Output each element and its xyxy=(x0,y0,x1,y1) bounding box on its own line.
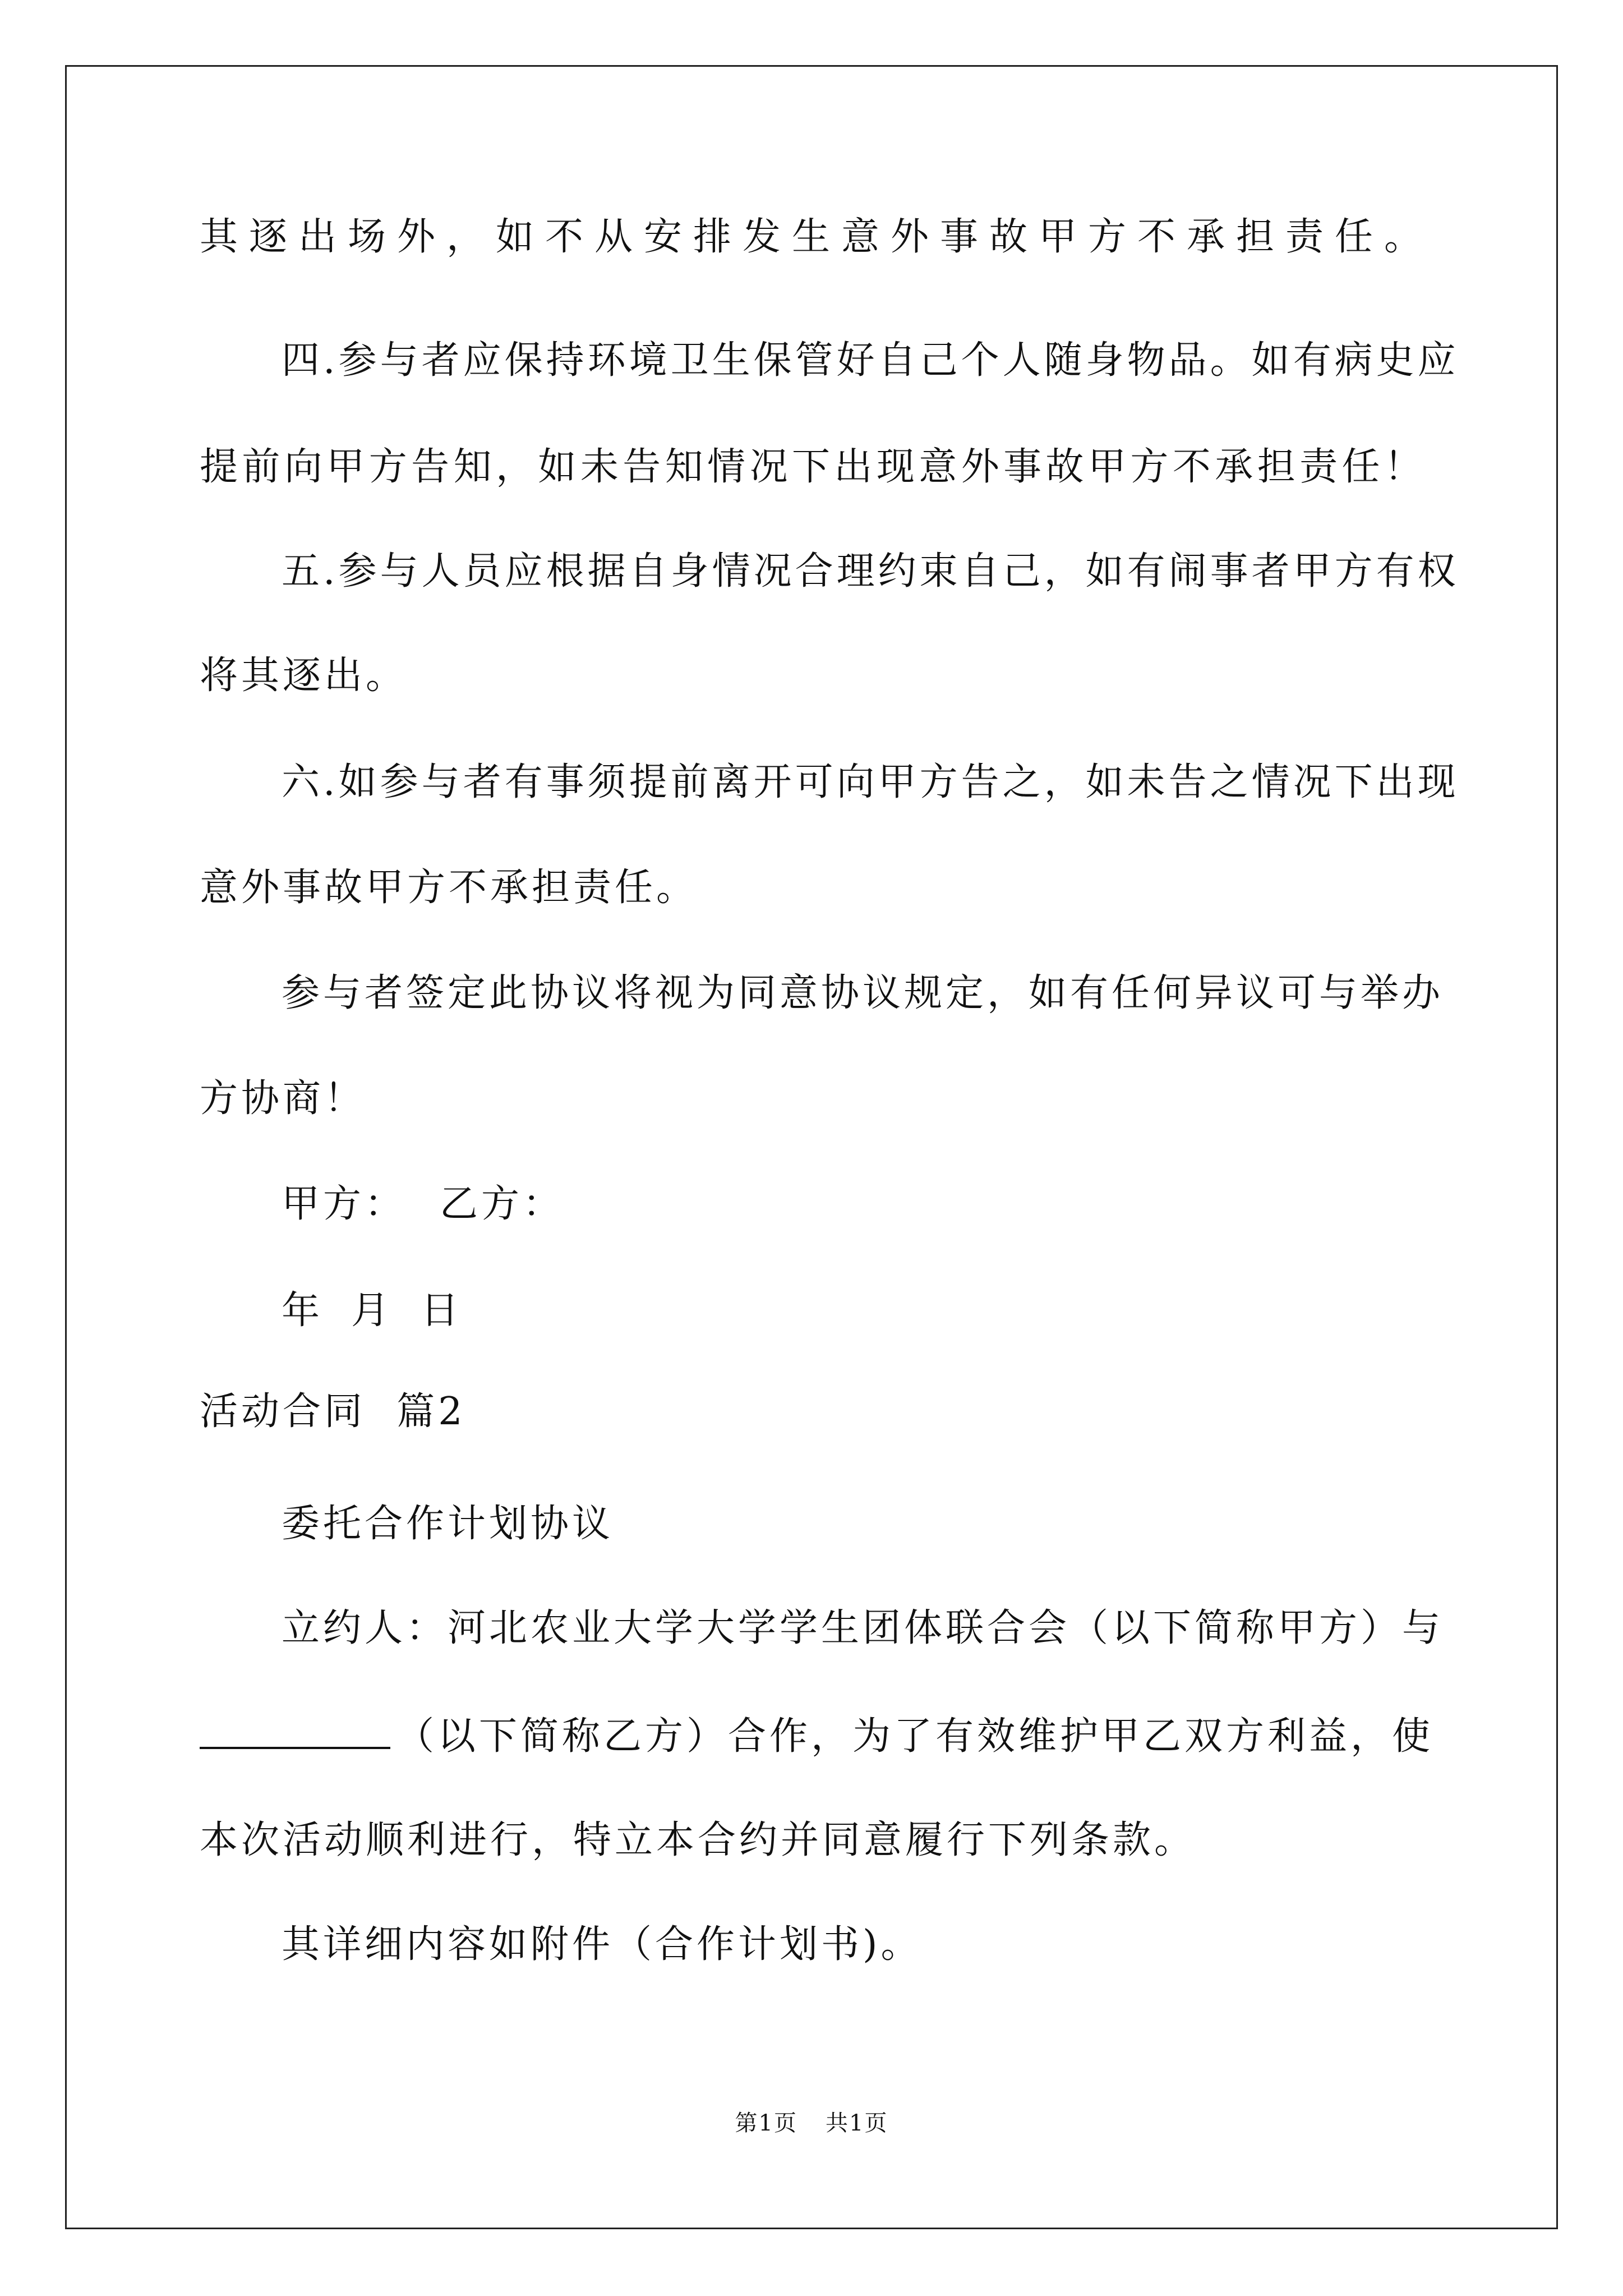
contract-line-2-text: （以下简称乙方）合作，为了有效维护甲乙双方利益，使 xyxy=(396,1714,1434,1759)
clause-6-line-1: 六.如参与者有事须提前离开可向甲方告之，如未告之情况下出现 xyxy=(282,760,1459,804)
clause-4-line-2: 提前向甲方告知，如未告知情况下出现意外事故甲方不承担责任！ xyxy=(200,445,1426,489)
date-month: 月 xyxy=(351,1289,393,1333)
clause-4-line-1: 四.参与者应保持环境卫生保管好自己个人随身物品。如有病史应 xyxy=(282,338,1459,383)
page-number-total: 共1页 xyxy=(826,2110,888,2136)
date-day: 日 xyxy=(421,1289,463,1333)
section-heading: 活动合同 篇2 xyxy=(200,1389,466,1434)
agreement-statement-line-2: 方协商！ xyxy=(200,1076,366,1121)
agreement-title: 委托合作计划协议 xyxy=(282,1502,614,1546)
contract-details: 其详细内容如附件（合作计划书)。 xyxy=(282,1922,923,1967)
clause-5-line-2: 将其逐出。 xyxy=(200,654,408,698)
page-footer xyxy=(0,2109,1623,2137)
party-b-label: 乙方： xyxy=(440,1182,565,1226)
page-number-current: 第1页 xyxy=(735,2110,797,2136)
signature-line xyxy=(282,1179,564,1230)
agreement-statement-line-1: 参与者签定此协议将视为同意协议规定，如有任何异议可与举办 xyxy=(282,971,1444,1015)
clause-6-line-2: 意外事故甲方不承担责任。 xyxy=(200,866,698,910)
contract-line-3: 本次活动顺利进行，特立本合约并同意履行下列条款。 xyxy=(200,1818,1196,1862)
clause-5-line-1: 五.参与人员应根据自身情况合理约束自己，如有闹事者甲方有权 xyxy=(282,549,1459,593)
date-year: 年 xyxy=(282,1289,324,1333)
party-a-label: 甲方： xyxy=(282,1182,407,1226)
date-line xyxy=(282,1286,462,1336)
page-border xyxy=(65,65,1558,2229)
party-b-name-blank[interactable] xyxy=(200,1710,390,1749)
contract-line-1: 立约人：河北农业大学大学学生团体联合会（以下简称甲方）与 xyxy=(282,1606,1444,1650)
paragraph-3-continuation: 其逐出场外，如不从安排发生意外事故甲方不承担责任。 xyxy=(200,215,1426,259)
contract-line-2 xyxy=(200,1710,1434,1762)
